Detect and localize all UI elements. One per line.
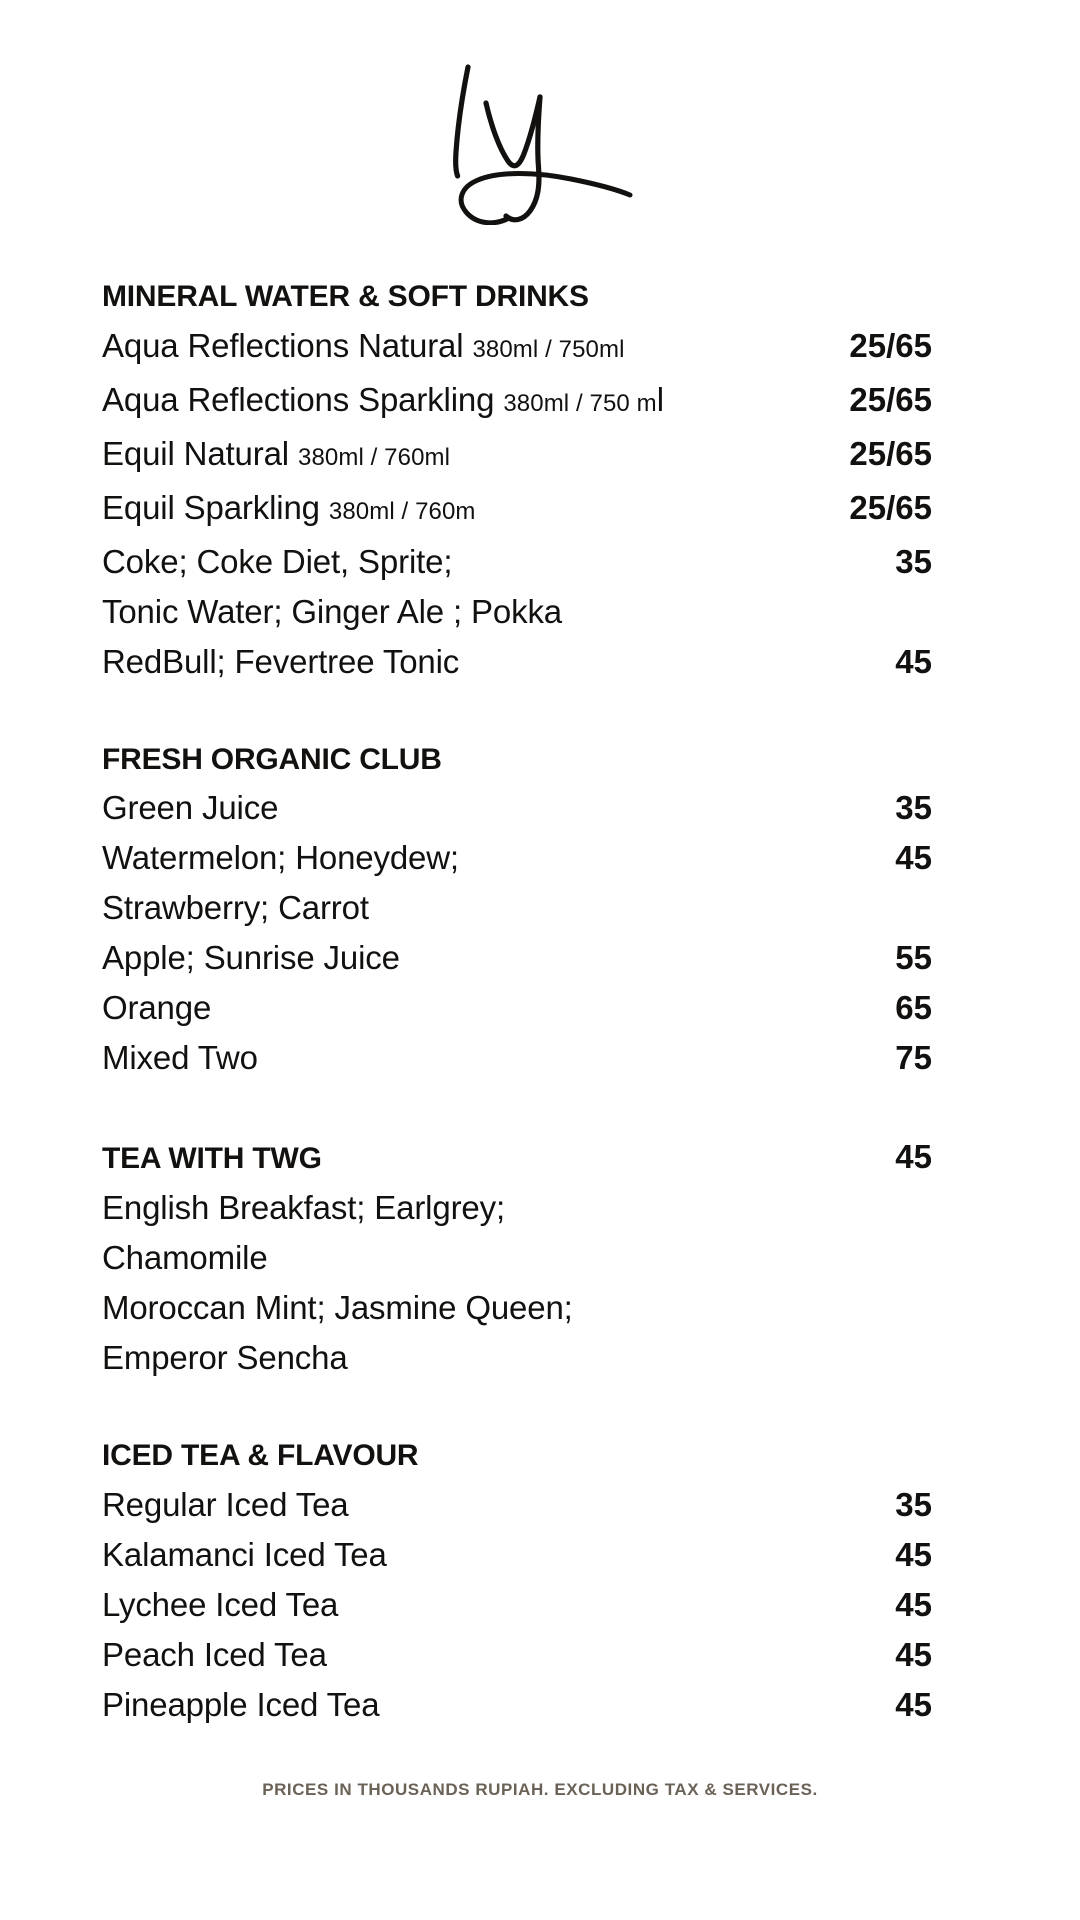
menu-item-price: 55 bbox=[895, 939, 932, 977]
menu-item-price: 25/65 bbox=[849, 380, 932, 418]
menu-item-row bbox=[102, 375, 932, 429]
menu-item-price: 45 bbox=[895, 1535, 932, 1573]
menu-item-volume: 380ml / 760m bbox=[328, 497, 476, 525]
section-header bbox=[102, 1139, 932, 1176]
menu-item-row bbox=[102, 983, 932, 1033]
menu-item-volume: 380ml / 760ml bbox=[298, 443, 451, 471]
menu-sections bbox=[102, 280, 932, 1730]
menu-item-name: Chamomile bbox=[102, 1239, 268, 1277]
menu-item-name: Strawberry; Carrot bbox=[102, 889, 369, 927]
menu-item-name: Tonic Water; Ginger Ale ; Pokka bbox=[102, 592, 562, 630]
brand-logo bbox=[0, 40, 1080, 225]
menu-item-price: 45 bbox=[895, 839, 932, 877]
menu-item-label: Equil Sparkling bbox=[102, 488, 320, 526]
menu-item-price: 25/65 bbox=[849, 326, 932, 364]
menu-item-row bbox=[102, 637, 932, 687]
menu-item-price: 35 bbox=[895, 1485, 932, 1523]
menu-item-row bbox=[102, 1480, 932, 1530]
menu-item-name: Green Juice bbox=[102, 789, 279, 827]
menu-item-name bbox=[102, 375, 664, 429]
menu-item-name: English Breakfast; Earlgrey; bbox=[102, 1189, 505, 1227]
menu-item-price: 65 bbox=[895, 989, 932, 1027]
menu-item-price: 45 bbox=[895, 1635, 932, 1673]
menu-item-row bbox=[102, 933, 932, 983]
ivy-script-logo-icon bbox=[390, 40, 690, 225]
menu-item-name: Peach Iced Tea bbox=[102, 1635, 327, 1673]
menu-item-row bbox=[102, 1283, 932, 1333]
section-title: ICED TEA & FLAVOUR bbox=[102, 1439, 419, 1473]
menu-item-price: 25/65 bbox=[849, 488, 932, 526]
menu-item-name: Mixed Two bbox=[102, 1039, 258, 1077]
menu-item-row bbox=[102, 1630, 932, 1680]
menu-item-row bbox=[102, 833, 932, 883]
section-header bbox=[102, 280, 932, 314]
menu-item-label: Aqua Reflections Sparkling bbox=[102, 380, 495, 418]
menu-item-row bbox=[102, 783, 932, 833]
menu-section bbox=[102, 280, 932, 687]
menu-item-row bbox=[102, 1680, 932, 1730]
menu-item-row bbox=[102, 1333, 932, 1383]
menu-item-name: Emperor Sencha bbox=[102, 1339, 348, 1377]
menu-item-name: Watermelon; Honeydew; bbox=[102, 839, 459, 877]
menu-section bbox=[102, 1139, 932, 1383]
menu-item-price: 25/65 bbox=[849, 434, 932, 472]
section-title: FRESH ORGANIC CLUB bbox=[102, 742, 442, 776]
menu-item-row bbox=[102, 883, 932, 933]
menu-item-name bbox=[102, 321, 625, 375]
menu-item-row bbox=[102, 429, 932, 483]
section-header bbox=[102, 1439, 932, 1473]
menu-section bbox=[102, 743, 932, 1084]
menu-item-name: Lychee Iced Tea bbox=[102, 1585, 339, 1623]
menu-item-row bbox=[102, 537, 932, 587]
menu-item-name: Coke; Coke Diet, Sprite; bbox=[102, 542, 453, 580]
menu-item-volume: 380ml / 750ml bbox=[472, 335, 625, 363]
menu-section bbox=[102, 1439, 932, 1730]
menu-item-row bbox=[102, 1580, 932, 1630]
menu-item-name bbox=[102, 483, 476, 537]
menu-item-name: Pineapple Iced Tea bbox=[102, 1685, 380, 1723]
menu-item-price: 45 bbox=[895, 642, 932, 680]
menu-item-row bbox=[102, 1233, 932, 1283]
menu-item-volume: 380ml / 750 m bbox=[503, 389, 657, 417]
menu-item-name: Kalamanci Iced Tea bbox=[102, 1535, 387, 1573]
section-header bbox=[102, 743, 932, 777]
footer-note: PRICES IN THOUSANDS RUPIAH. EXCLUDING TAX & SERVICES. bbox=[262, 1780, 818, 1799]
menu-item-label: Aqua Reflections Natural bbox=[102, 326, 464, 364]
menu-item-volume-tail: l bbox=[656, 380, 664, 418]
menu-item-price: 75 bbox=[895, 1039, 932, 1077]
menu-item-row bbox=[102, 1183, 932, 1233]
menu-item-row bbox=[102, 321, 932, 375]
section-title: MINERAL WATER & SOFT DRINKS bbox=[102, 280, 589, 313]
menu-item-row bbox=[102, 1033, 932, 1083]
menu-item-row bbox=[102, 483, 932, 537]
menu-item-label: Equil Natural bbox=[102, 434, 289, 472]
menu-item-name: Orange bbox=[102, 989, 212, 1027]
section-price: 45 bbox=[895, 1138, 932, 1176]
menu-item-name: Apple; Sunrise Juice bbox=[102, 939, 400, 977]
menu-item-row bbox=[102, 587, 932, 637]
menu-item-price: 45 bbox=[895, 1685, 932, 1723]
menu-item-price: 45 bbox=[895, 1585, 932, 1623]
menu-item-price: 35 bbox=[895, 542, 932, 580]
menu-item-name: Moroccan Mint; Jasmine Queen; bbox=[102, 1289, 573, 1327]
section-title: TEA WITH TWG bbox=[102, 1142, 322, 1176]
menu-item-name: Regular Iced Tea bbox=[102, 1485, 349, 1523]
menu-item-name: RedBull; Fevertree Tonic bbox=[102, 642, 460, 680]
menu-item-name bbox=[102, 429, 450, 483]
menu-item-price: 35 bbox=[895, 789, 932, 827]
menu-item-row bbox=[102, 1530, 932, 1580]
